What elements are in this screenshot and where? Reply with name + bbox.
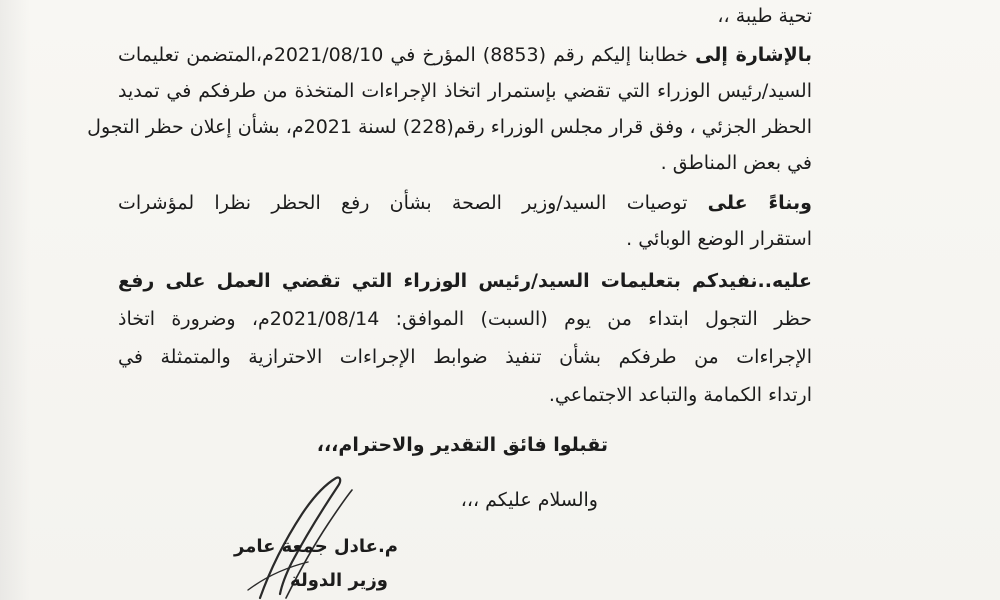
para1-line1-text: خطابنا إليكم رقم (8853) المؤرخ في 2021/08/10م،المتضمن تعليمات xyxy=(118,44,688,66)
para2-line2: استقرار الوضع الوبائي . xyxy=(626,228,812,250)
para1-line4: في بعض المناطق . xyxy=(660,152,812,174)
para1-line3: الحظر الجزئي ، وفق قرار مجلس الوزراء رقم(228) لسنة 2021م، بشأن إعلان حظر التجول xyxy=(87,116,812,138)
para2-lead: وبناءً على xyxy=(707,192,812,214)
scan-shadow xyxy=(0,0,30,600)
para3-line2: حظر التجول ابتداء من يوم (السبت) الموافق: 2021/08/14م، وضرورة اتخاذ xyxy=(118,308,813,330)
signatory-name: م.عادل جمعة عامر xyxy=(234,536,398,557)
greeting: تحية طيبة ،، xyxy=(717,5,812,27)
para1-line2: السيد/رئيس الوزراء التي تقضي بإستمرار اتخاذ الإجراءات المتخذة من طرفكم في تمديد xyxy=(118,80,812,102)
para3-line4: ارتداء الكمامة والتباعد الاجتماعي. xyxy=(548,384,812,406)
para2-line1-text: توصيات السيد/وزير الصحة بشأن رفع الحظر نظرا لمؤشرات xyxy=(118,192,688,214)
para3-line3: الإجراءات من طرفكم بشأن تنفيذ ضوابط الإجراءات الاحترازية والمتمثلة في xyxy=(118,346,812,368)
para3-line1: عليه..نفيدكم بتعليمات السيد/رئيس الوزراء التي تقضي العمل على رفع xyxy=(118,270,812,292)
para1-lead: بالإشارة إلى xyxy=(695,44,812,66)
salutation-line: والسلام عليكم ،،، xyxy=(460,489,598,511)
closing-line: تقبلوا فائق التقدير والاحترام،،، xyxy=(316,434,608,456)
signature-block xyxy=(190,470,400,600)
para1-line1 xyxy=(118,42,812,68)
para2-line1 xyxy=(118,190,812,216)
signatory-title: وزير الدولة xyxy=(290,570,388,591)
